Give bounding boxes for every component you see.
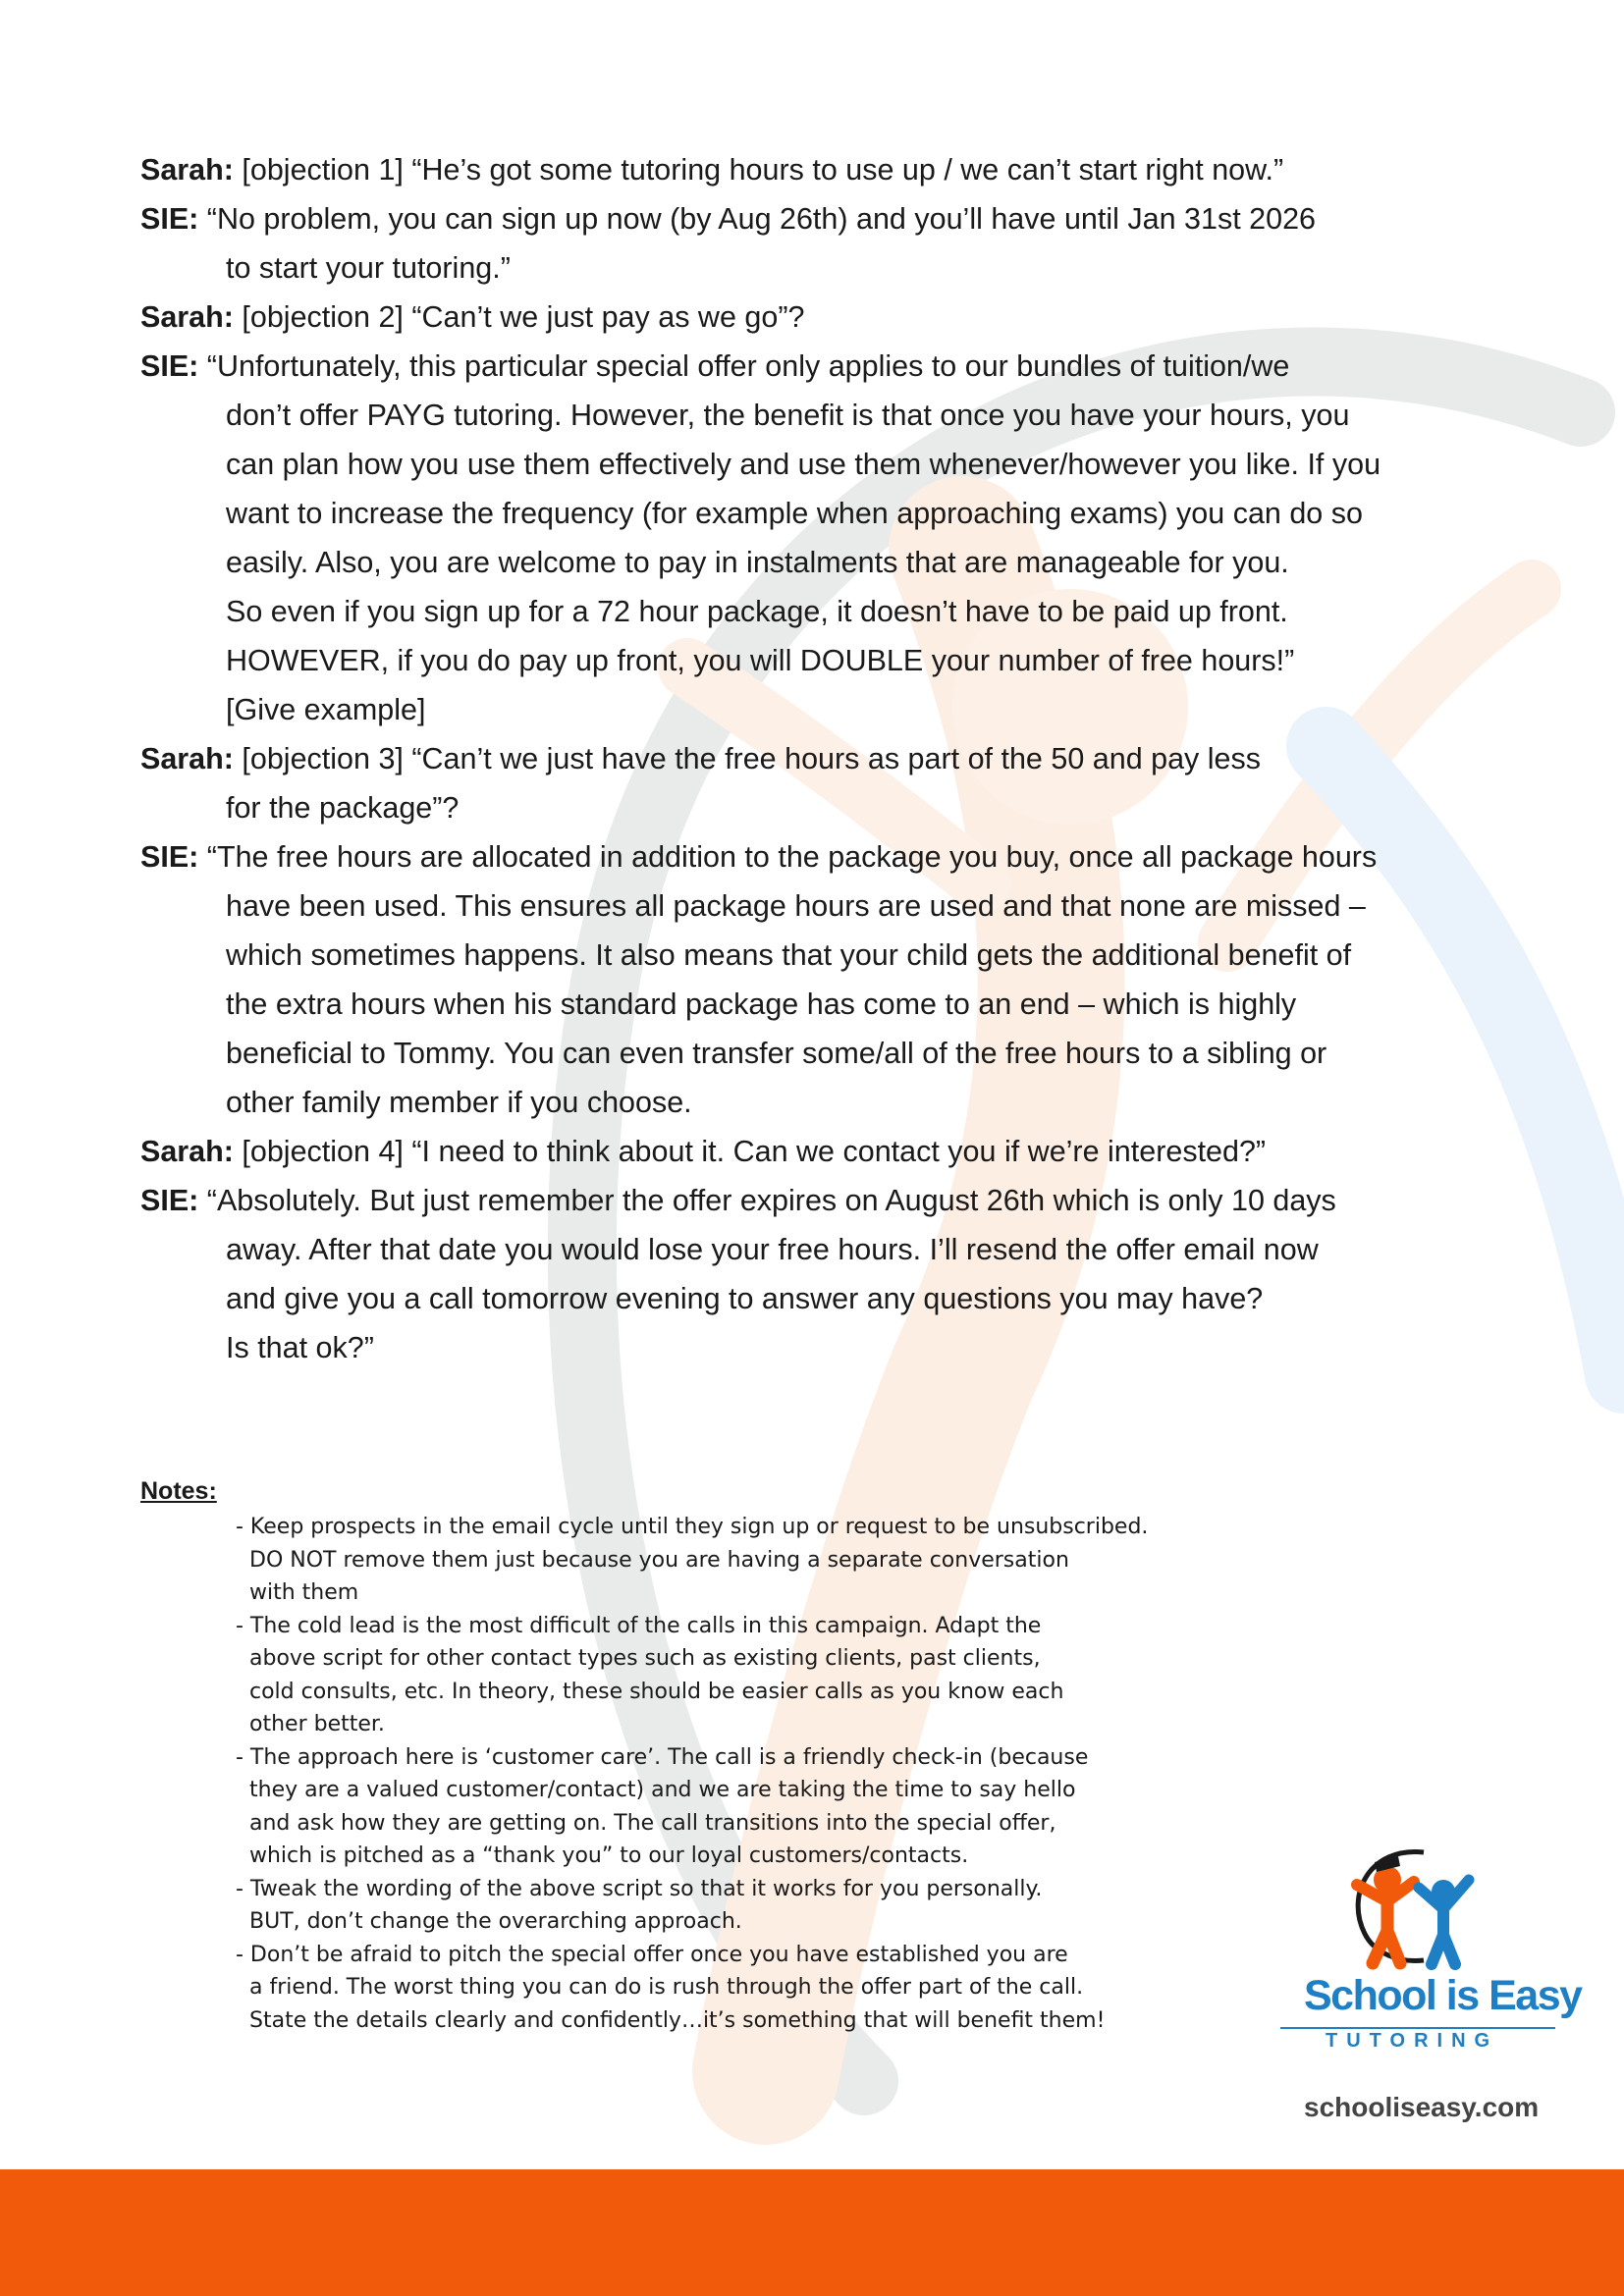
script-line: which sometimes happens. It also means that your child gets the additional benefit of <box>226 938 1352 972</box>
note-line: DO NOT remove them just because you are having a separate conversation <box>249 1547 1069 1573</box>
script-line: easily. Also, you are welcome to pay in instalments that are manageable for you. <box>226 546 1289 579</box>
script-text: [objection 3] “Can’t we just have the free hours as part of the 50 and pay less <box>233 742 1262 775</box>
note-line: - The cold lead is the most difficult of the calls in this campaign. Adapt the <box>236 1613 1042 1638</box>
note-line: BUT, don’t change the overarching approach. <box>249 1909 742 1934</box>
script-line <box>140 145 1495 194</box>
script-line: want to increase the frequency (for example when approaching exams) you can do so <box>226 497 1363 530</box>
speaker-label: SIE: <box>140 349 199 383</box>
script-line: beneficial to Tommy. You can even transfer some/all of the free hours to a sibling or <box>226 1037 1327 1070</box>
script-text: [objection 4] “I need to think about it. Can we contact you if we’re interested?” <box>233 1135 1267 1168</box>
school-is-easy-logo <box>1276 1841 1582 2061</box>
speaker-label: SIE: <box>140 202 199 236</box>
note-line: and ask how they are getting on. The call transitions into the special offer, <box>249 1810 1056 1836</box>
note-line: which is pitched as a “thank you” to our loyal customers/contacts. <box>249 1843 969 1868</box>
note-line: a friend. The worst thing you can do is rush through the offer part of the call. <box>249 1975 1084 2000</box>
speaker-label: Sarah: <box>140 742 234 775</box>
script-line <box>140 293 1495 342</box>
script-line <box>140 194 1495 243</box>
script-line: away. After that date you would lose your free hours. I’ll resend the offer email now <box>226 1233 1319 1266</box>
script-line <box>140 832 1495 881</box>
script-line: Is that ok?” <box>226 1331 374 1364</box>
note-line: above script for other contact types such as existing clients, past clients, <box>249 1646 1041 1671</box>
logo-divider <box>1280 2027 1555 2029</box>
script-line: for the package”? <box>226 791 460 825</box>
script-line: and give you a call tomorrow evening to answer any questions you may have? <box>226 1282 1264 1315</box>
note-line: cold consults, etc. In theory, these should be easier calls as you know each <box>249 1679 1064 1704</box>
speaker-label: SIE: <box>140 1184 199 1217</box>
notes-list <box>236 1511 1267 2037</box>
script-text: “No problem, you can sign up now (by Aug 26th) and you’ll have until Jan 31st 2026 <box>198 202 1317 236</box>
script-line: other family member if you choose. <box>226 1086 692 1119</box>
website-url: schooliseasy.com <box>1304 2092 1540 2122</box>
speaker-label: Sarah: <box>140 300 234 334</box>
footer-bar <box>0 2169 1624 2296</box>
note-line: - The approach here is ‘customer care’. The call is a friendly check-in (because <box>236 1744 1089 1770</box>
note-line: other better. <box>249 1712 385 1736</box>
logo-name: School is Easy <box>1304 1972 1582 2019</box>
script-line: [Give example] <box>226 693 426 726</box>
notes-section <box>140 1475 1220 2033</box>
speaker-label: SIE: <box>140 840 199 874</box>
script-text: “Unfortunately, this particular special offer only applies to our bundles of tuition/we <box>198 349 1290 383</box>
notes-title: Notes: <box>140 1477 217 1505</box>
script-text: “Absolutely. But just remember the offer expires on August 26th which is only 10 days <box>198 1184 1336 1217</box>
script-line <box>140 342 1495 391</box>
call-script <box>140 145 1495 1372</box>
logo-figures-icon <box>1276 1841 1571 1978</box>
script-line: So even if you sign up for a 72 hour package, it doesn’t have to be paid up front. <box>226 595 1288 628</box>
script-line: have been used. This ensures all package hours are used and that none are missed – <box>226 889 1366 923</box>
note-line: with them <box>249 1580 359 1605</box>
script-text: “The free hours are allocated in addition to the package you buy, once all package hours <box>198 840 1378 874</box>
script-line: don’t offer PAYG tutoring. However, the benefit is that once you have your hours, you <box>226 399 1350 432</box>
script-line <box>140 1176 1495 1225</box>
script-line: HOWEVER, if you do pay up front, you will DOUBLE your number of free hours!” <box>226 644 1295 677</box>
script-line <box>140 734 1495 783</box>
note-line: - Keep prospects in the email cycle until they sign up or request to be unsubscribed. <box>236 1515 1149 1539</box>
script-line: can plan how you use them effectively and use them whenever/however you like. If you <box>226 448 1381 481</box>
note-line: - Tweak the wording of the above script so that it works for you personally. <box>236 1876 1043 1901</box>
script-line <box>140 1127 1495 1176</box>
speaker-label: Sarah: <box>140 153 234 187</box>
script-text: [objection 2] “Can’t we just pay as we go”? <box>233 300 805 334</box>
script-text: [objection 1] “He’s got some tutoring hours to use up / we can’t start right now.” <box>233 153 1284 187</box>
note-line: State the details clearly and confidently…it’s something that will benefit them! <box>249 2007 1106 2033</box>
speaker-label: Sarah: <box>140 1135 234 1168</box>
note-line: they are a valued customer/contact) and we are taking the time to say hello <box>249 1778 1076 1802</box>
script-line: to start your tutoring.” <box>226 251 511 285</box>
logo-subtitle: TUTORING <box>1326 2030 1499 2052</box>
script-line: the extra hours when his standard package has come to an end – which is highly <box>226 988 1297 1021</box>
note-line: - Don’t be afraid to pitch the special offer once you have established you are <box>236 1942 1068 1967</box>
